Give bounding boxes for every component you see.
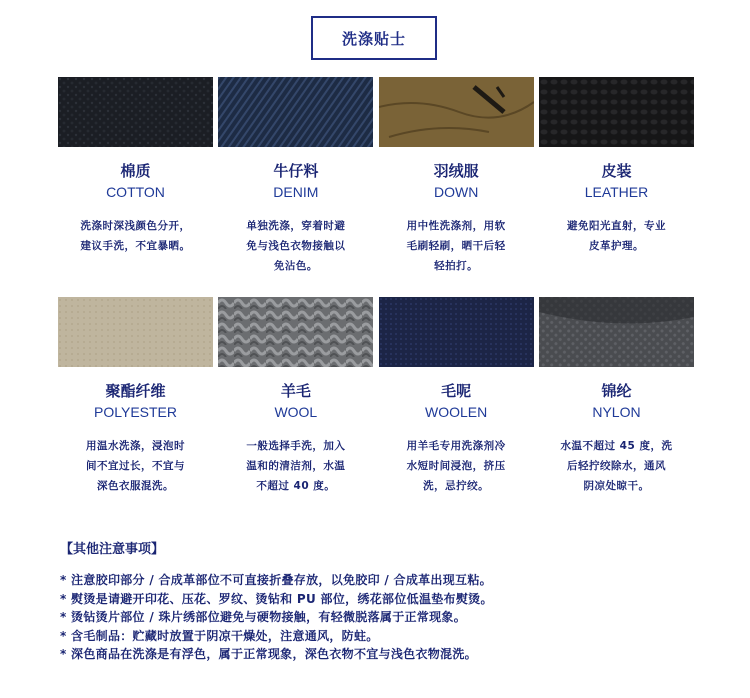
fabric-card-down [379, 77, 534, 276]
fabric-care-text: 用中性洗涤剂，用软 毛刷轻刷，晒干后轻 轻拍打。 [406, 220, 506, 272]
fabric-name-en: COTTON [106, 184, 165, 200]
fabric-card-polyester [58, 297, 213, 496]
fabric-name-zh: 锦纶 [601, 382, 632, 400]
fabric-name-en: DENIM [273, 184, 319, 200]
fabric-name-zh: 皮装 [601, 162, 632, 180]
note-item: * 深色商品在洗涤是有浮色，属于正常现象，深色衣物不宜与浅色衣物混洗。 [60, 647, 477, 661]
fabric-card-nylon [539, 297, 694, 496]
denim-swatch-image [218, 77, 373, 147]
nylon-swatch-image [539, 297, 694, 367]
fabric-name-en: POLYESTER [94, 404, 177, 420]
fabric-card-wool [218, 297, 373, 496]
fabric-name-zh: 毛呢 [441, 382, 472, 400]
fabric-card-woolen [379, 297, 534, 496]
note-item: * 注意胶印部分 / 合成革部位不可直接折叠存放，以免胶印 / 合成革出现互粘。 [60, 573, 492, 587]
fabric-card-denim [218, 77, 373, 276]
fabric-care-text: 水温不超过 45 度，洗 后轻拧绞除水，通风 阴凉处晾干。 [560, 440, 673, 492]
fabric-row-2 [58, 297, 694, 496]
fabric-name-zh: 聚酯纤维 [105, 382, 166, 400]
fabric-card-leather [539, 77, 694, 276]
down-swatch-image [379, 77, 534, 147]
fabric-care-text: 用羊毛专用洗涤剂冷 水短时间浸泡，挤压 洗，忌拧绞。 [406, 440, 506, 492]
polyester-swatch-image [58, 297, 213, 367]
fabric-row-1 [58, 77, 694, 276]
fabric-care-text: 避免阳光直射，专业 皮革护理。 [566, 220, 666, 252]
wool-swatch-image [218, 297, 373, 367]
fabric-name-en: LEATHER [584, 184, 649, 200]
fabric-name-zh: 羽绒服 [433, 162, 479, 180]
fabric-card-cotton [58, 77, 213, 276]
fabric-name-zh: 牛仔料 [273, 162, 319, 180]
notes-heading: 【其他注意事项】 [60, 542, 165, 557]
fabric-care-text: 单独洗涤，穿着时避 免与浅色衣物接触以 免沾色。 [246, 220, 346, 272]
page-title: 洗涤贴士 [311, 16, 437, 60]
fabric-name-en: WOOL [274, 404, 318, 420]
woolen-swatch-image [379, 297, 534, 367]
fabric-care-text: 洗涤时深浅颜色分开， 建议手洗，不宜暴晒。 [80, 220, 191, 252]
fabric-name-en: WOOLEN [425, 404, 488, 420]
note-item: * 烫钻烫片部位 / 珠片绣部位避免与硬物接触，有轻微脱落属于正常现象。 [60, 610, 466, 624]
fabric-name-en: DOWN [433, 184, 479, 200]
fabric-name-en: NYLON [592, 404, 641, 420]
leather-swatch-image [539, 77, 694, 147]
note-item: * 熨烫是请避开印花、压花、罗纹、烫钻和 PU 部位，绣花部位低温垫布熨烫。 [60, 591, 493, 606]
cotton-swatch-image [58, 77, 213, 147]
fabric-care-text: 一般选择手洗，加入 温和的清洁剂，水温 不超过 40 度。 [246, 440, 346, 492]
fabric-name-zh: 羊毛 [280, 382, 311, 400]
other-notes-section [60, 538, 710, 664]
note-item: * 含毛制品：贮藏时放置于阴凉干燥处，注意通风，防蛀。 [60, 628, 379, 643]
fabric-care-text: 用温水洗涤，浸泡时 间不宜过长，不宜与 深色衣服混洗。 [86, 440, 185, 492]
fabric-name-zh: 棉质 [120, 162, 151, 180]
